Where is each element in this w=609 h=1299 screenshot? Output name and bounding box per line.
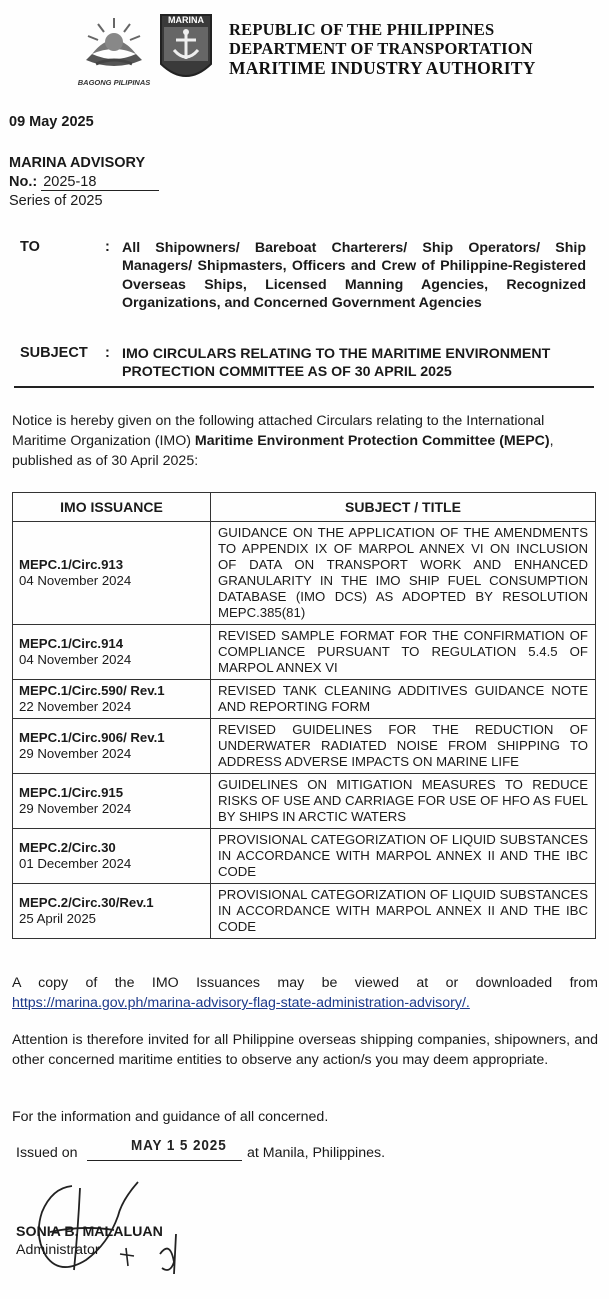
issuance-date: 04 November 2024	[19, 652, 132, 667]
table-row	[13, 774, 596, 829]
issuance-cell	[13, 719, 211, 774]
table-row	[13, 522, 596, 625]
issuance-cell	[13, 829, 211, 884]
advisory-number-value: 2025-18	[41, 174, 159, 191]
issuance-title: REVISED GUIDELINES FOR THE REDUCTION OF UNDERWATER RADIATED NOISE FROM SHIPPING TO ADDRESS ADVERSE IMPACTS ON MARINE LIFE	[211, 719, 596, 774]
issuance-date: 04 November 2024	[19, 573, 132, 588]
advisory-number-label: No.:	[9, 174, 38, 190]
table-row	[13, 680, 596, 719]
marina-logo	[158, 12, 214, 88]
issuance-code: MEPC.2/Circ.30/Rev.1	[19, 895, 154, 910]
issuance-cell	[13, 625, 211, 680]
header-republic: REPUBLIC OF THE PHILIPPINES	[229, 20, 495, 39]
notice-text-start: Notice is hereby given on the following attached Circulars relating to the International Maritime Organization (IMO)	[12, 413, 545, 449]
column-header: SUBJECT / TITLE	[211, 493, 596, 522]
logo-caption: MARINA	[168, 15, 204, 25]
issuance-cell	[13, 884, 211, 939]
issued-prefix: Issued on	[16, 1145, 78, 1161]
issued-date-blank	[87, 1134, 242, 1161]
bagong-pilipinas-emblem-icon	[78, 14, 150, 76]
notice-text-end: , published as of 30 April 2025:	[12, 433, 554, 469]
subject-label: SUBJECT	[20, 345, 88, 361]
attention-paragraph: Attention is therefore invited for all Philippine overseas shipping companies, shipowners, and other concerned maritime entities to observe any action/s you may deem appropriate.	[12, 1032, 598, 1068]
issuance-code: MEPC.2/Circ.30	[19, 840, 116, 855]
table-row	[13, 719, 596, 774]
issuance-date: 29 November 2024	[19, 746, 132, 761]
issuance-title: REVISED SAMPLE FORMAT FOR THE CONFIRMATION OF COMPLIANCE PURSUANT TO REGULATION 5.4.5 OF MARPOL ANNEX VI	[211, 625, 596, 680]
advisory-title: MARINA ADVISORY	[9, 155, 146, 171]
issued-date-stamp: MAY 1 5 2025	[131, 1137, 227, 1154]
table-header-row	[13, 493, 596, 522]
column-header: IMO ISSUANCE	[13, 493, 211, 522]
copy-text: A copy of the IMO Issuances may be viewed at or downloaded from	[12, 975, 598, 991]
to-recipients: All Shipowners/ Bareboat Charterers/ Ship Operators/ Ship Managers/ Shipmasters, Officers and Crew of Philippine-Registered Overseas Ships, Licensed Manning Agencies, Recognized Organizations, and Concerned Government Agencies	[122, 240, 586, 311]
subject-divider	[14, 386, 594, 388]
issuance-title: REVISED TANK CLEANING ADDITIVES GUIDANCE NOTE AND REPORTING FORM	[211, 680, 596, 719]
to-colon: :	[105, 239, 110, 255]
subject-colon: :	[105, 345, 110, 361]
issuance-date: 01 December 2024	[19, 856, 132, 871]
issuance-date: 22 November 2024	[19, 699, 132, 714]
advisory-link[interactable]: https://marina.gov.ph/marina-advisory-flag-state-administration-advisory/.	[12, 995, 470, 1011]
issuance-date: 29 November 2024	[19, 801, 132, 816]
issuance-code: MEPC.1/Circ.914	[19, 636, 124, 651]
advisory-number	[9, 174, 159, 191]
issuance-cell	[13, 680, 211, 719]
table-row	[13, 829, 596, 884]
advisory-series: Series of 2025	[9, 193, 103, 209]
info-line: For the information and guidance of all concerned.	[12, 1109, 329, 1125]
issuance-code: MEPC.1/Circ.913	[19, 557, 124, 572]
issuance-cell	[13, 522, 211, 625]
notice-paragraph	[12, 411, 594, 471]
issuance-title: GUIDELINES ON MITIGATION MEASURES TO REDUCE RISKS OF USE AND CARRIAGE FOR USE OF HFO AS FUEL BY SHIPS IN ARCTIC WATERS	[211, 774, 596, 829]
issuance-date: 25 April 2025	[19, 911, 96, 926]
copy-paragraph	[12, 973, 598, 1013]
header-department: DEPARTMENT OF TRANSPORTATION	[229, 39, 533, 58]
bagong-pilipinas-logo	[78, 14, 150, 90]
issuance-title: PROVISIONAL CATEGORIZATION OF LIQUID SUBSTANCES IN ACCORDANCE WITH MARPOL ANNEX II AND THE IBC CODE	[211, 884, 596, 939]
logo-caption: BAGONG PILIPINAS	[77, 78, 151, 87]
issued-suffix: at Manila, Philippines.	[247, 1145, 386, 1161]
to-label: TO	[20, 239, 40, 255]
issuance-table	[12, 492, 596, 939]
subject-text: IMO CIRCULARS RELATING TO THE MARITIME ENVIRONMENT PROTECTION COMMITTEE AS OF 30 APRIL 2025	[122, 346, 551, 380]
table-row	[13, 625, 596, 680]
issuance-title: PROVISIONAL CATEGORIZATION OF LIQUID SUBSTANCES IN ACCORDANCE WITH MARPOL ANNEX II AND THE IBC CODE	[211, 829, 596, 884]
issuance-cell	[13, 774, 211, 829]
header-authority: MARITIME INDUSTRY AUTHORITY	[229, 58, 536, 78]
issuance-code: MEPC.1/Circ.906/ Rev.1	[19, 730, 165, 745]
issuance-code: MEPC.1/Circ.915	[19, 785, 124, 800]
document-date: 09 May 2025	[9, 114, 94, 130]
table-row	[13, 884, 596, 939]
notice-committee: Maritime Environment Protection Committee (MEPC)	[194, 433, 550, 449]
signatory-name: SONIA B. MALALUAN	[16, 1224, 163, 1240]
issuance-code: MEPC.1/Circ.590/ Rev.1	[19, 683, 165, 698]
signatory-title: Administrator	[16, 1242, 100, 1258]
issuance-title: GUIDANCE ON THE APPLICATION OF THE AMENDMENTS TO APPENDIX IX OF MARPOL ANNEX VI ON INCLUSION OF DATA ON TRANSPORT WORK AND ENHANCED GRANULARITY IN THE IMO SHIP FUEL CONSUMPTION DATABASE (IMO DCS) AS ADOPTED BY RESOLUTION MEPC.385(81)	[211, 522, 596, 625]
